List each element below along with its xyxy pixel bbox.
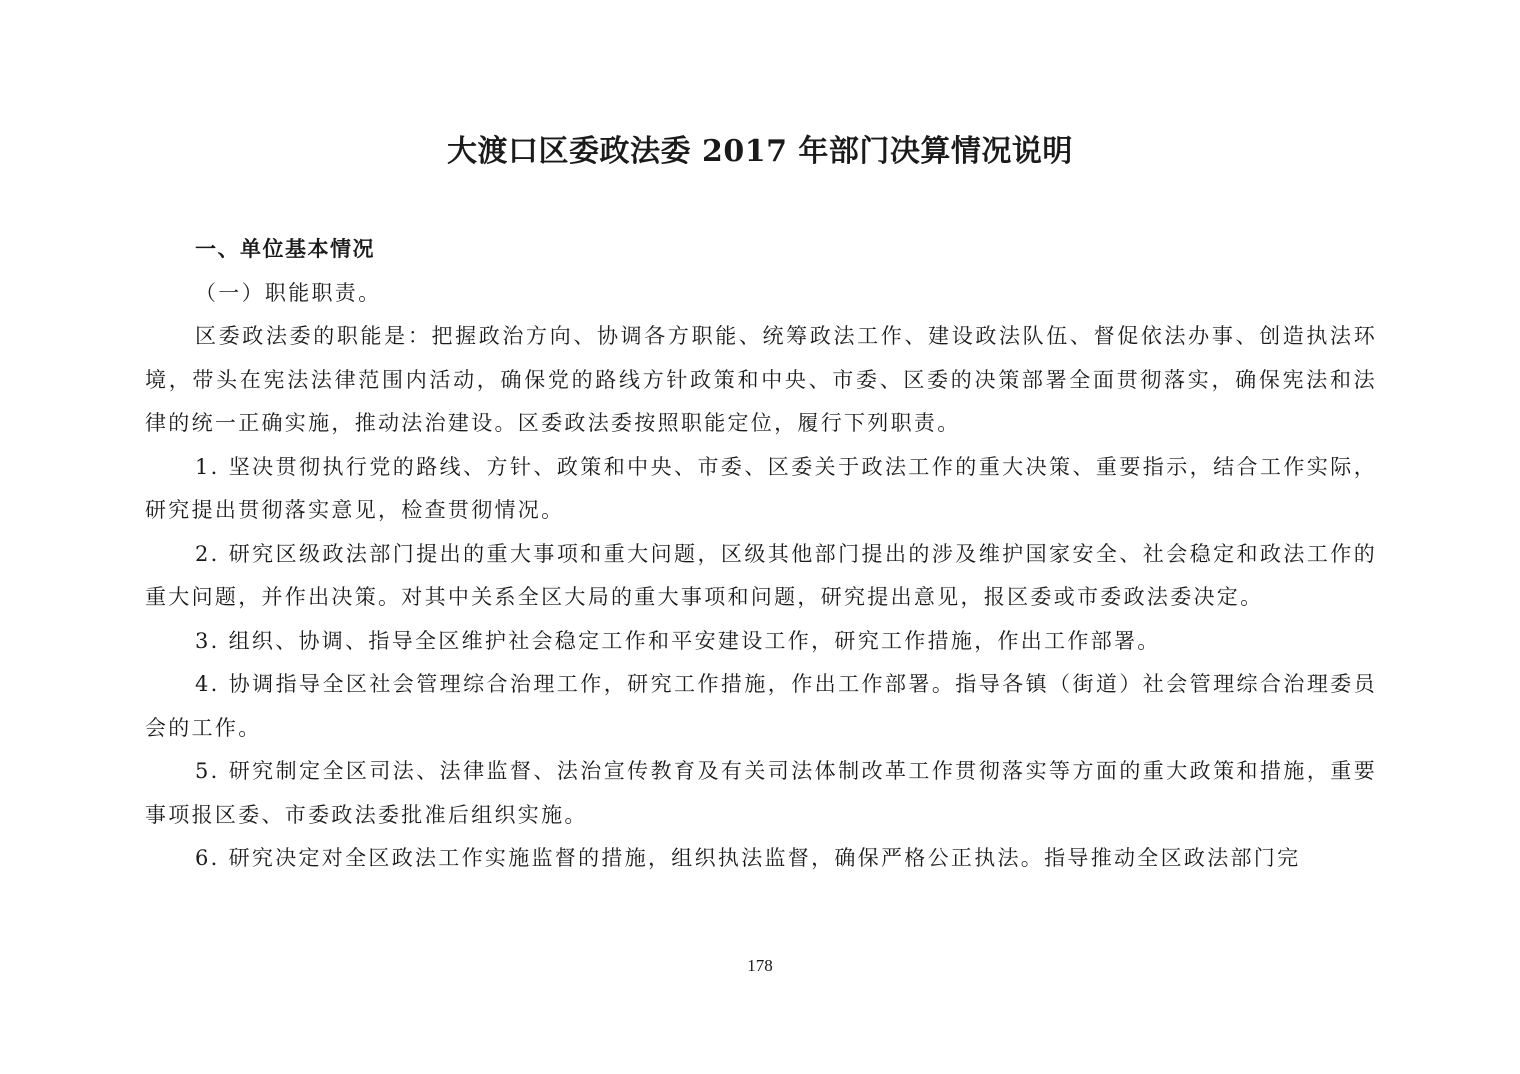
paragraph-item-6: 6. 研究决定对全区政法工作实施监督的措施，组织执法监督，确保严格公正执法。指导推动全区政法部门完 — [195, 846, 1301, 870]
paragraph-item-3: 3. 组织、协调、指导全区维护社会稳定工作和平安建设工作，研究工作措施，作出工作部署。 — [195, 628, 1161, 653]
paragraph-item-2: 2. 研究区级政法部门提出的重大事项和重大问题，区级其他部门提出的涉及维护国家安全、社会稳定和政法工作的重大问题，并作出决策。对其中关系全区大局的重大事项和问题，研究提出意见，报区委或市委政法委决定。 — [145, 541, 1377, 609]
document-body — [145, 228, 1377, 881]
document-title: 大渡口区委政法委 2017 年部门决算情况说明 — [447, 134, 1073, 169]
section-heading: 一、单位基本情况 — [195, 237, 375, 261]
paragraph-item-5: 5. 研究制定全区司法、法律监督、法治宣传教育及有关司法体制改革工作贯彻落实等方面的重大政策和措施，重要事项报区委、市委政法委批准后组织实施。 — [145, 759, 1377, 827]
subsection-heading: （一）职能职责。 — [195, 280, 382, 305]
paragraph-item-4: 4. 协调指导全区社会管理综合治理工作，研究工作措施，作出工作部署。指导各镇（街道）社会管理综合治理委员会的工作。 — [145, 672, 1377, 740]
paragraph-intro: 区委政法委的职能是：把握政治方向、协调各方职能、统筹政法工作、建设政法队伍、督促依法办事、创造执法环境，带头在宪法法律范围内活动，确保党的路线方针政策和中央、市委、区委的决策部署全面贯彻落实，确保宪法和法律的统一正确实施，推动法治建设。区委政法委按照职能定位，履行下列职责。 — [145, 324, 1377, 435]
paragraph-item-1: 1. 坚决贯彻执行党的路线、方针、政策和中央、市委、区委关于政法工作的重大决策、重要指示，结合工作实际，研究提出贯彻落实意见，检查贯彻情况。 — [145, 454, 1377, 522]
page-number: 178 — [747, 956, 773, 975]
